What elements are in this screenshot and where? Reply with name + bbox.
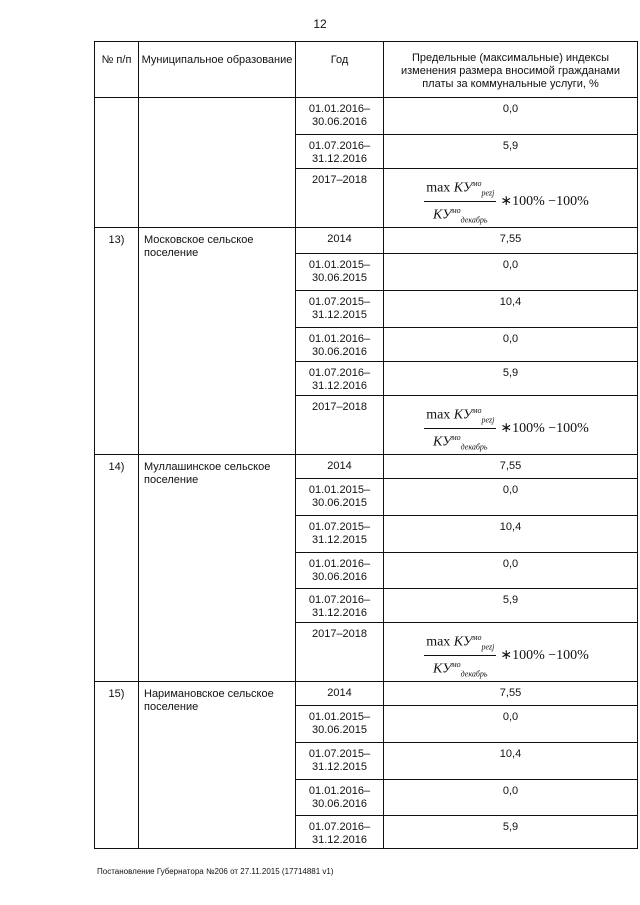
row-value: 5,9 — [384, 362, 638, 396]
row-year: 2014 — [296, 454, 384, 478]
formula-cell — [384, 169, 638, 228]
row-year: 2017–2018 — [296, 622, 384, 681]
row-year: 01.07.2015– 31.12.2015 — [296, 742, 384, 779]
row-value: 7,55 — [384, 681, 638, 705]
row-value: 0,0 — [384, 552, 638, 588]
row-year: 01.07.2015– 31.12.2015 — [296, 291, 384, 328]
row-value: 10,4 — [384, 515, 638, 552]
row-year: 2014 — [296, 228, 384, 254]
index-formula: $\frac{\max КУ^{мо}_{pezj}}{КУ^{мо}_{декабрь}}$ ∗100% −100% — [426, 406, 589, 452]
index-table — [94, 41, 638, 849]
formula-cell — [384, 622, 638, 681]
page-number: 12 — [313, 17, 327, 31]
row-year: 01.07.2016– 31.12.2016 — [296, 815, 384, 848]
row-value: 7,55 — [384, 454, 638, 478]
row-year: 01.07.2016– 31.12.2016 — [296, 588, 384, 622]
row-number: 15) — [95, 681, 139, 848]
table-row — [95, 98, 638, 135]
row-year: 01.01.2016– 30.06.2016 — [296, 98, 384, 135]
row-year: 01.01.2015– 30.06.2015 — [296, 254, 384, 291]
table-row — [95, 228, 638, 254]
index-formula: $\frac{\max КУ^{мо}_{pezj}}{КУ^{мо}_{декабрь}}$ ∗100% −100% — [426, 632, 589, 679]
row-value: 10,4 — [384, 291, 638, 328]
row-value: 5,9 — [384, 135, 638, 169]
row-year: 01.01.2015– 30.06.2015 — [296, 478, 384, 515]
row-year: 2014 — [296, 681, 384, 705]
formula-cell — [384, 396, 638, 455]
row-year: 01.01.2016– 30.06.2016 — [296, 779, 384, 815]
row-number: 13) — [95, 228, 139, 455]
table-row — [95, 454, 638, 478]
row-municipality: Наримановское сельское поселение — [139, 681, 296, 848]
row-municipality — [139, 98, 296, 228]
header-index: Предельные (максимальные) индексы изменения размера вносимой гражданами платы за коммунальные услуги, % — [384, 42, 638, 98]
row-value: 0,0 — [384, 779, 638, 815]
row-value: 0,0 — [384, 328, 638, 362]
row-year: 01.07.2016– 31.12.2016 — [296, 135, 384, 169]
table-row — [95, 681, 638, 705]
row-value: 0,0 — [384, 705, 638, 742]
row-value: 0,0 — [384, 478, 638, 515]
header-number: № п/п — [95, 42, 139, 98]
index-formula: $\frac{\max КУ^{мо}_{pezj}}{КУ^{мо}_{декабрь}}$ ∗100% −100% — [426, 179, 589, 225]
row-year: 2017–2018 — [296, 396, 384, 455]
row-value: 5,9 — [384, 815, 638, 848]
row-value: 0,0 — [384, 254, 638, 291]
row-value: 0,0 — [384, 98, 638, 135]
header-year: Год — [296, 42, 384, 98]
document-footer: Постановление Губернатора №206 от 27.11.2015 (17714881 v1) — [97, 867, 334, 876]
table-header-row — [95, 42, 638, 98]
row-municipality: Московское сельское поселение — [139, 228, 296, 455]
row-number: 14) — [95, 454, 139, 681]
row-year: 01.01.2016– 30.06.2016 — [296, 328, 384, 362]
row-year: 01.01.2016– 30.06.2016 — [296, 552, 384, 588]
row-value: 7,55 — [384, 228, 638, 254]
row-year: 01.07.2015– 31.12.2015 — [296, 515, 384, 552]
row-value: 10,4 — [384, 742, 638, 779]
row-value: 5,9 — [384, 588, 638, 622]
row-year: 2017–2018 — [296, 169, 384, 228]
row-year: 01.07.2016– 31.12.2016 — [296, 362, 384, 396]
row-year: 01.01.2015– 30.06.2015 — [296, 705, 384, 742]
row-number — [95, 98, 139, 228]
row-municipality: Муллашинское сельское поселение — [139, 454, 296, 681]
header-municipality: Муниципальное образование — [139, 42, 296, 98]
